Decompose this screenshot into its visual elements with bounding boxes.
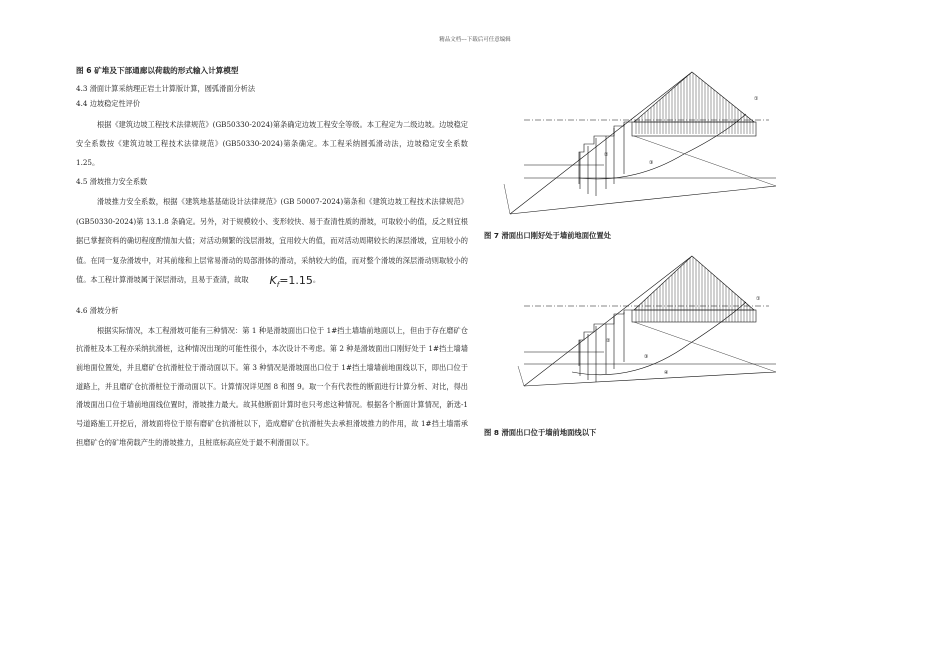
- paragraph-4-4: 根据《建筑边坡工程技术法律规范》(GB50330-2024)第条确定边坡工程安全等级。本工程定为二级边坡。边坡稳定安全系数按《建筑边坡工程技术法律规范》(GB50330-2024)第条确定。本工程采纳圆弧滑动法，边坡稳定安全系数 1.25。: [76, 119, 468, 167]
- fig7-label-1: ①: [754, 96, 759, 102]
- ore-pile: [634, 72, 754, 122]
- left-column: [76, 64, 468, 453]
- fig6-title: 图 6 矿堆及下部通廊以荷载的形式输入计算模型: [76, 66, 239, 75]
- fig7-drawing: [484, 64, 784, 224]
- fig8-drawing: [484, 254, 784, 414]
- formula-subscript: f: [276, 281, 280, 290]
- formula-value: =1.15: [279, 274, 313, 288]
- fig8-label-4: ④: [664, 370, 669, 376]
- fig8-caption: 图 8 滑面出口位于墙前地面线以下: [484, 428, 597, 437]
- ore-pile: [634, 256, 754, 310]
- paragraph-4-5: [76, 192, 468, 296]
- section-4-6: 4.6 滑坡分析: [76, 306, 119, 316]
- paragraph-4-5-text: 滑坡推力安全系数，根据《建筑地基基础设计法律规范》(GB 50007-2024)第条和《建筑边坡工程技术法律规范》(GB50330-2024)第 13.1.8 条确定。另外，对于规模较小、变形较快、易于查清性质的滑坡，可取较小的值，反之则宜根据已掌握资料的确切程度酌情加大值；对活动频繁的浅层滑坡，宜用较大的值，而对活动周期较长的深层滑坡，宜用较小的值。在同一复杂滑坡中，对其前缘和上层常易滑动的局部滑体的滑动，采纳较大的值，而对整个滑坡的深层滑动则取较小的值。本工程计算滑坡属于深层滑动，且易于查清，故取: [76, 197, 468, 285]
- section-4-3: 4.3 滑面计算采纳理正岩土计算版计算，圆弧滑面分析法: [76, 83, 256, 93]
- formula-end: 。: [312, 275, 321, 285]
- fig8-label-1: ①: [756, 296, 761, 302]
- formula-k: K: [269, 274, 277, 288]
- corridor-block: [632, 122, 756, 136]
- fig7-caption: 图 7 滑面出口刚好处于墙前地面位置处: [484, 231, 611, 240]
- fig7-label-3: ③: [649, 160, 654, 166]
- section-4-4: 4.4 边坡稳定性评价: [76, 99, 141, 109]
- fig8-label-3: ③: [644, 354, 649, 360]
- page-header: 精品文档---下载后可任意编辑: [439, 37, 511, 43]
- section-4-5: 4.5 滑坡推力安全系数: [76, 176, 148, 186]
- corridor-block: [632, 310, 756, 322]
- safety-factor-formula: [249, 271, 313, 296]
- fig8-label-2: ②: [606, 338, 611, 344]
- fig7-label-2: ②: [604, 152, 609, 158]
- paragraph-4-6: 根据实际情况，本工程滑坡可能有三种情况：第 1 种是滑坡面出口位于 1#挡土墙墙前地面以上，但由于存在磨矿仓抗滑桩及本工程亦采纳抗滑桩，这种情况出现的可能性很小，本次设计不考虑。第 2 种是滑坡面出口刚好处于 1#挡土墙墙前地面位置处，并且磨矿仓抗滑桩位于滑动面以下。第 3 种情况是滑坡面出口位于 1#挡土墙墙前地面线以下，即出口位于道路上，并且磨矿仓抗滑桩位于滑动面以下。计算情况详见图 8 和图 9。取一个有代表性的断面进行计算分析、对比，得出滑坡面出口位于墙前地面线位置时，滑坡推力最大。故其他断面计算时也只考虑这种情况。根据各个断面计算情况，新选-1 号道路施工开挖后，滑坡面将位于原有磨矿仓抗滑桩以下，造成磨矿仓抗滑桩失去承担滑坡推力的作用，故 1#挡土墙需承担磨矿仓的矿堆荷载产生的滑坡推力，且桩底标高应处于最不利滑面以下。: [76, 325, 468, 447]
